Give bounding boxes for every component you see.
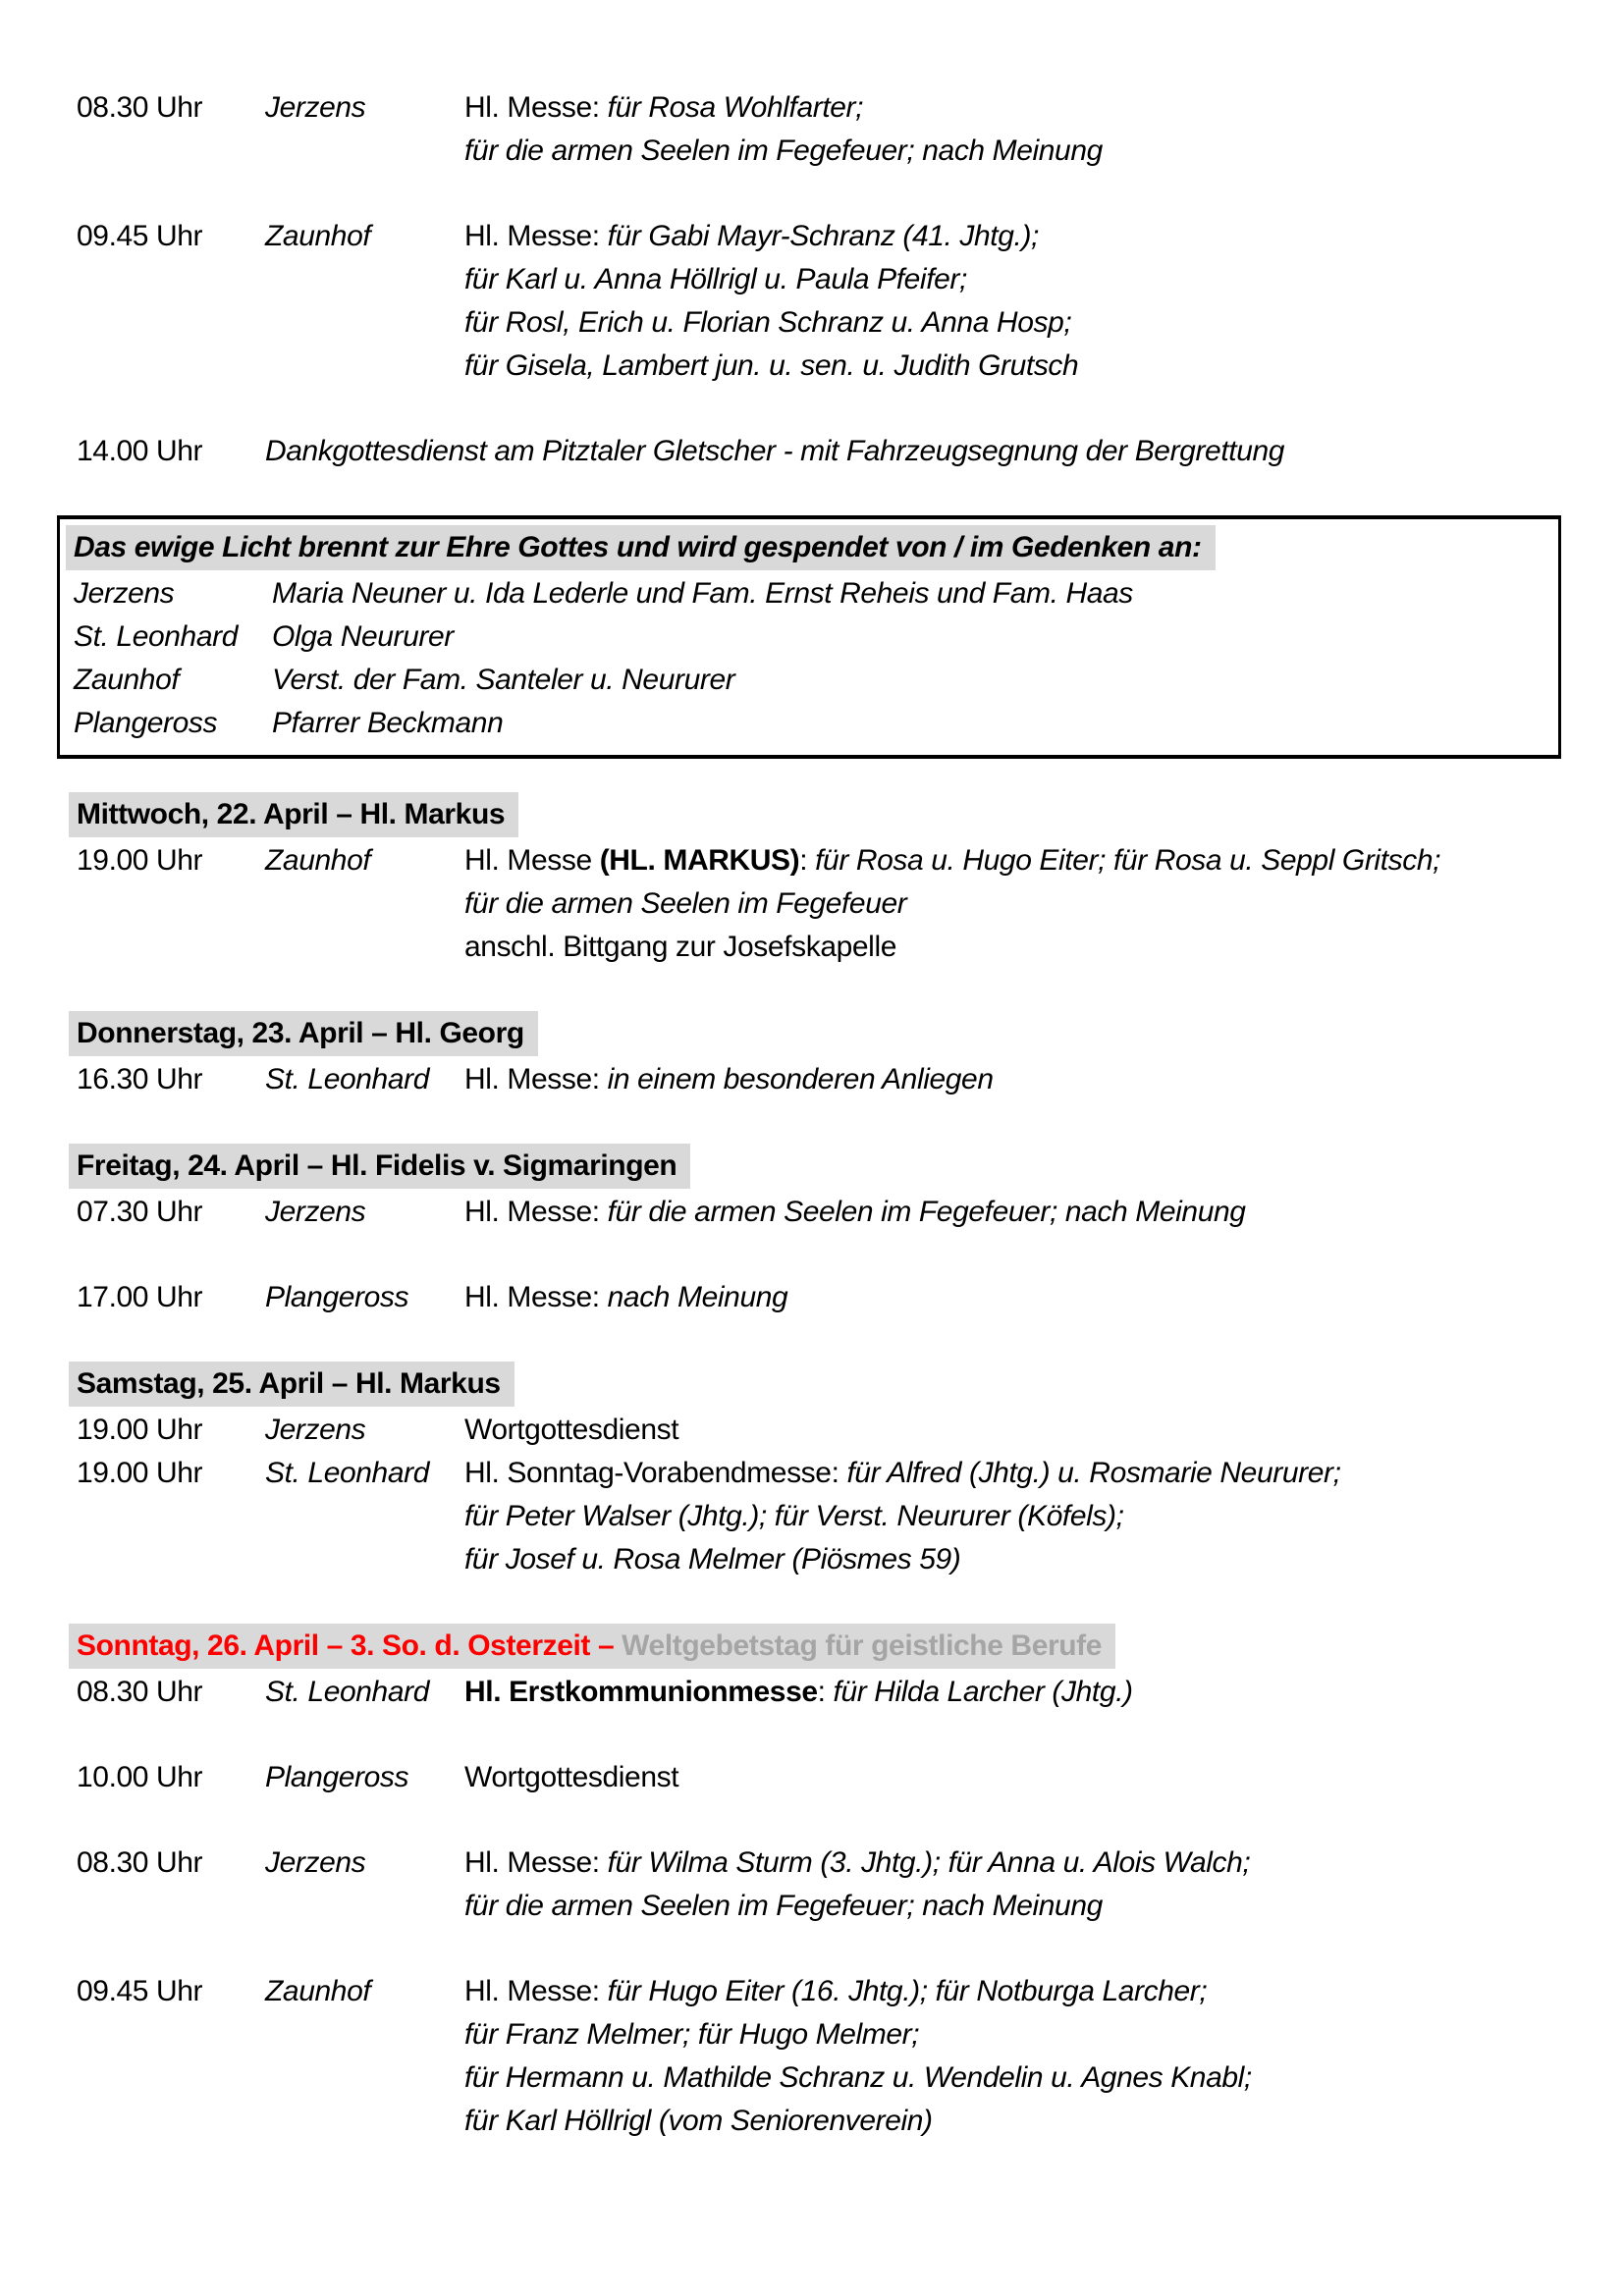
description-line: anschl. Bittgang zur Josefskapelle — [464, 931, 896, 963]
mass-entry — [77, 1756, 1561, 1799]
description-line — [464, 839, 1561, 882]
eternal-light-title — [74, 525, 1544, 570]
intention-text: für Rosa u. Hugo Eiter; für Rosa u. Seppl Gritsch; — [815, 844, 1441, 877]
eternal-light-donor: Olga Neururer — [272, 620, 454, 653]
entry-place: Zaunhof — [265, 844, 371, 877]
entry-description — [464, 1756, 1561, 1799]
entry-time: 19.00 Uhr — [77, 1457, 203, 1489]
entry-place: St. Leonhard — [265, 1457, 429, 1489]
mass-entry — [77, 1842, 1561, 1928]
mass-entry — [77, 839, 1561, 969]
entry-place: Jerzens — [265, 1196, 366, 1228]
description-line — [464, 1970, 1561, 2013]
entry-description — [464, 1671, 1561, 1714]
entry-description — [464, 86, 1561, 173]
description-line — [464, 1276, 1561, 1319]
entry-time: 08.30 Uhr — [77, 1846, 203, 1879]
entry-time: 08.30 Uhr — [77, 1676, 203, 1708]
entry-place: Jerzens — [265, 1414, 366, 1446]
eternal-light-row — [74, 659, 1544, 702]
description-line: für die armen Seelen im Fegefeuer — [464, 887, 907, 920]
entry-place: Jerzens — [265, 1846, 366, 1879]
mass-entry — [77, 1276, 1561, 1319]
description-line: für Peter Walser (Jhtg.); für Verst. Neururer (Köfels); — [464, 1500, 1124, 1532]
description-line: für Rosl, Erich u. Florian Schranz u. Anna Hosp; — [464, 306, 1072, 339]
entry-time: 19.00 Uhr — [77, 1414, 203, 1446]
entry-place: Zaunhof — [265, 220, 371, 252]
description-line: für Gisela, Lambert jun. u. sen. u. Judith Grutsch — [464, 349, 1079, 382]
mass-entry — [77, 86, 1561, 173]
intention-text: für Hugo Eiter (16. Jhtg.); für Notburga Larcher; — [607, 1975, 1208, 2007]
service-type: Hl. Messe: — [464, 1281, 608, 1313]
entry-time: 09.45 Uhr — [77, 1975, 203, 2007]
description-line: für Josef u. Rosa Melmer (Piösmes 59) — [464, 1543, 961, 1575]
day-heading-label — [69, 1624, 1115, 1669]
entry-place: St. Leonhard — [265, 1676, 429, 1708]
description-line: für Karl u. Anna Höllrigl u. Paula Pfeifer; — [464, 263, 967, 295]
entry-place: Jerzens — [265, 91, 366, 124]
service-type: Hl. Messe: — [464, 1196, 608, 1228]
entry-description — [464, 1452, 1561, 1581]
sunday-heading-gray: Weltgebetstag für geistliche Berufe — [622, 1629, 1103, 1662]
entry-time: 19.00 Uhr — [77, 844, 203, 877]
intention-text: in einem besonderen Anliegen — [607, 1063, 994, 1095]
entry-description — [464, 1058, 1561, 1101]
description-line — [464, 1842, 1561, 1885]
service-type: Hl. Messe: — [464, 91, 608, 124]
mass-entry — [77, 1452, 1561, 1581]
service-type: Hl. Messe: — [464, 1975, 608, 2007]
eternal-light-donor: Verst. der Fam. Santeler u. Neururer — [272, 664, 735, 696]
description-line — [464, 215, 1561, 258]
service-type: Hl. Erstkommunionmesse — [464, 1676, 818, 1708]
eternal-light-place: Plangeross — [74, 707, 218, 739]
intention-text: für Gabi Mayr-Schranz (41. Jhtg.); — [607, 220, 1039, 252]
colon: : — [817, 1676, 834, 1708]
entry-description: Dankgottesdienst am Pitztaler Gletscher - mit Fahrzeugsegnung der Bergrettung — [265, 435, 1285, 467]
feast-name: (HL. MARKUS) — [599, 844, 800, 877]
entry-time: 16.30 Uhr — [77, 1063, 203, 1095]
mass-entry — [77, 1409, 1561, 1452]
entry-description — [464, 1276, 1561, 1319]
day-heading-samstag — [77, 1362, 1561, 1407]
eternal-light-row — [74, 572, 1544, 615]
eternal-light-place: Zaunhof — [74, 664, 180, 696]
mass-entry — [77, 1058, 1561, 1101]
entry-time: 14.00 Uhr — [77, 435, 203, 467]
intention-text: für Alfred (Jhtg.) u. Rosmarie Neururer; — [846, 1457, 1341, 1489]
intention-text: für die armen Seelen im Fegefeuer; nach Meinung — [607, 1196, 1246, 1228]
service-type: Hl. Sonntag-Vorabendmesse: — [464, 1457, 847, 1489]
entry-description — [464, 1191, 1561, 1234]
service-type: Hl. Messe: — [464, 220, 608, 252]
description-line — [464, 1058, 1561, 1101]
eternal-light-place: Jerzens — [74, 577, 175, 610]
entry-time: 07.30 Uhr — [77, 1196, 203, 1228]
day-heading-mittwoch — [77, 792, 1561, 837]
day-heading-label: Donnerstag, 23. April – Hl. Georg — [69, 1011, 538, 1056]
day-heading-label: Samstag, 25. April – Hl. Markus — [69, 1362, 514, 1407]
entry-time: 08.30 Uhr — [77, 91, 203, 124]
description-line: für die armen Seelen im Fegefeuer; nach Meinung — [464, 134, 1103, 167]
entry-place: Zaunhof — [265, 1975, 371, 2007]
entry-description — [464, 1409, 1561, 1452]
description-line: Wortgottesdienst — [464, 1414, 679, 1446]
service-type: Hl. Messe: — [464, 1063, 608, 1095]
day-heading-freitag — [77, 1144, 1561, 1189]
day-heading-sonntag — [77, 1624, 1561, 1669]
eternal-light-row — [74, 615, 1544, 659]
service-type: Hl. Messe — [464, 844, 600, 877]
entry-description — [464, 1842, 1561, 1928]
description-line: Wortgottesdienst — [464, 1761, 679, 1793]
day-heading-label: Mittwoch, 22. April – Hl. Markus — [69, 792, 518, 837]
description-line — [464, 1671, 1561, 1714]
intention-text: nach Meinung — [607, 1281, 788, 1313]
entry-time: 17.00 Uhr — [77, 1281, 203, 1313]
intention-text: für Rosa Wohlfarter; — [607, 91, 864, 124]
intention-text: für Hilda Larcher (Jhtg.) — [833, 1676, 1133, 1708]
description-line: für die armen Seelen im Fegefeuer; nach Meinung — [464, 1890, 1103, 1922]
entry-description — [464, 1970, 1561, 2143]
description-line — [464, 1191, 1561, 1234]
eternal-light-donor: Maria Neuner u. Ida Lederle und Fam. Ernst Reheis und Fam. Haas — [272, 577, 1133, 610]
entry-time: 09.45 Uhr — [77, 220, 203, 252]
entry-place: St. Leonhard — [265, 1063, 429, 1095]
description-line: für Karl Höllrigl (vom Seniorenverein) — [464, 2105, 933, 2137]
description-line — [464, 86, 1561, 130]
entry-place: Plangeross — [265, 1281, 409, 1313]
intention-text: für Wilma Sturm (3. Jhtg.); für Anna u. Alois Walch; — [607, 1846, 1251, 1879]
entry-description — [464, 839, 1561, 969]
eternal-light-donor: Pfarrer Beckmann — [272, 707, 504, 739]
colon: : — [799, 844, 816, 877]
day-heading-label: Freitag, 24. April – Hl. Fidelis v. Sigmaringen — [69, 1144, 690, 1189]
entry-place: Plangeross — [265, 1761, 409, 1793]
description-line: für Franz Melmer; für Hugo Melmer; — [464, 2018, 920, 2051]
eternal-light-box — [57, 515, 1561, 759]
eternal-light-row — [74, 702, 1544, 745]
entry-time: 10.00 Uhr — [77, 1761, 203, 1793]
eternal-light-place: St. Leonhard — [74, 620, 238, 653]
description-line: für Hermann u. Mathilde Schranz u. Wendelin u. Agnes Knabl; — [464, 2061, 1252, 2094]
service-type: Hl. Messe: — [464, 1846, 608, 1879]
mass-entry — [77, 1191, 1561, 1234]
mass-entry — [77, 215, 1561, 388]
entry-description — [464, 215, 1561, 388]
mass-entry-wide — [77, 430, 1561, 473]
description-line — [464, 1452, 1561, 1495]
mass-entry — [77, 1970, 1561, 2143]
eternal-light-title-text: Das ewige Licht brennt zur Ehre Gottes und wird gespendet von / im Gedenken an: — [66, 525, 1216, 570]
day-heading-donnerstag — [77, 1011, 1561, 1056]
sunday-heading-red: Sonntag, 26. April – 3. So. d. Osterzeit – — [77, 1629, 623, 1662]
mass-entry — [77, 1671, 1561, 1714]
